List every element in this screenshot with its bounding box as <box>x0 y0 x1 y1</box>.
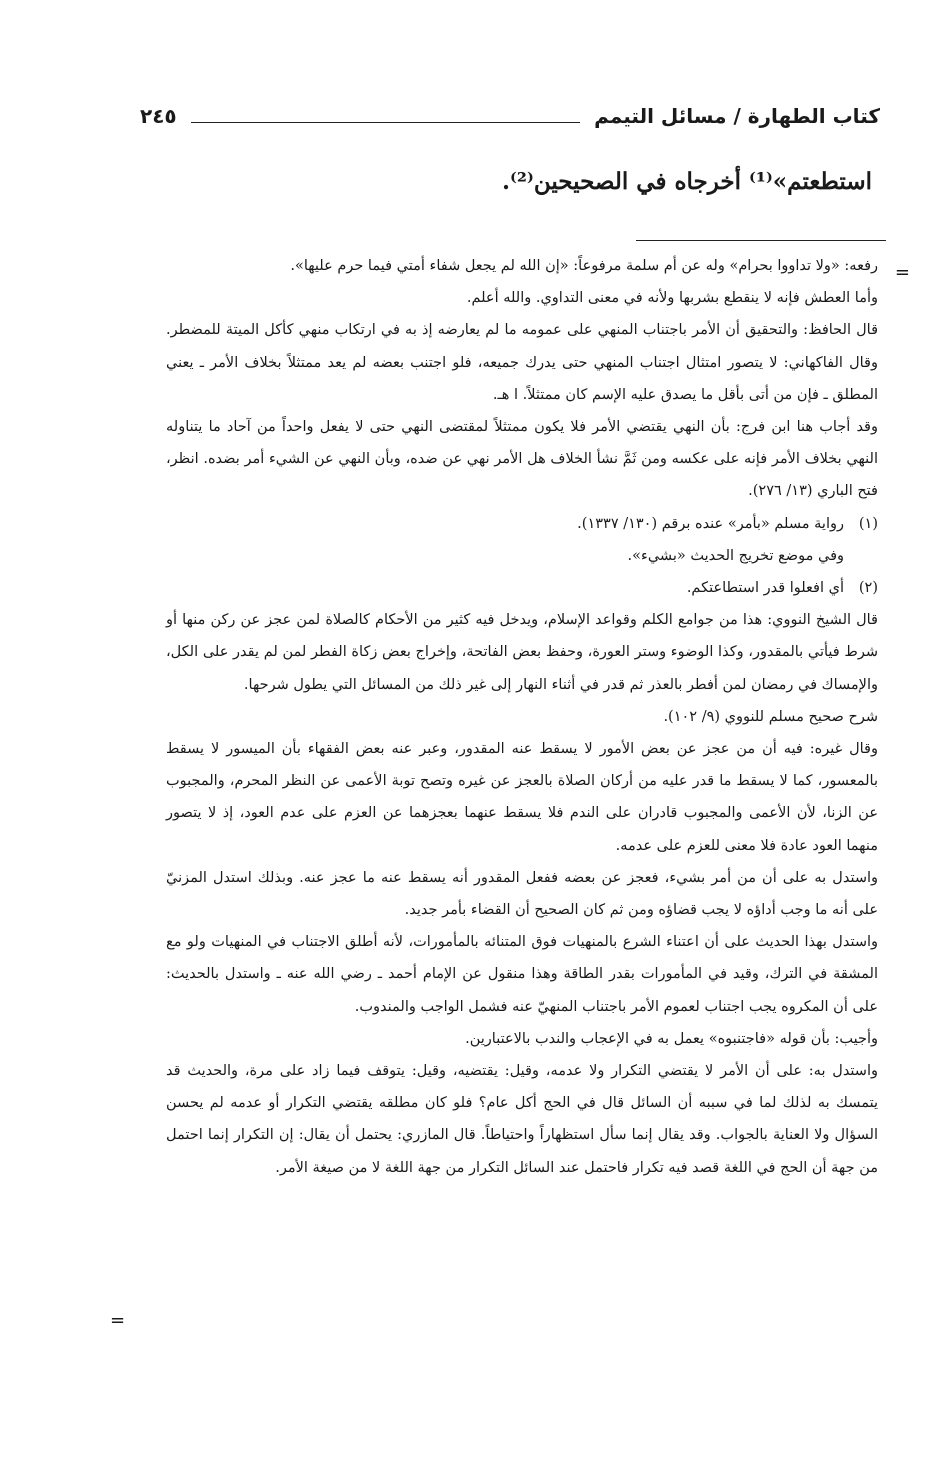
running-title: كتاب الطهارة / مسائل التيمم <box>594 104 880 128</box>
footnote-2-text: أي افعلوا قدر استطاعتكم. <box>686 580 844 597</box>
footnote-continuation-line: قال الحافظ: والتحقيق أن الأمر باجتناب المنهي على عمومه ما لم يعارضه إذ به في ارتكاب منهي كأكل الميتة للمضطر. وقال الفاكهاني: لا يتصور امتثال اجتناب المنهي حتى يدرك جميعه، فلو اجتنب بعضه لم يعد ممتثلاً بخلاف الأمر ـ يعني المطلق ـ فإن من أتى بأقل ما يصدق عليه الإسم كان ممتثلاً. ا هـ. <box>166 322 878 403</box>
footnote-continuation-line: وأما العطش فإنه لا ينقطع بشربها ولأنه في معنى التداوي. والله أعلم. <box>466 290 878 307</box>
footnote-continuation-line: رفعه: «ولا تداووا بحرام» وله عن أم سلمة مرفوعاً: «إن الله لم يجعل شفاء أمتي فيما حرم عليها». <box>290 258 878 274</box>
footnote-2-paragraph: واستدل به: على أن الأمر لا يقتضي التكرار ولا عدمه، وقيل: يقتضيه، وقيل: يتوقف فيما زاد على مرة، والحديث قد يتمسك به لذلك لما في سببه أن السائل قال في الحج أكل عام؟ فلو كان مطلقه يقتضي التكرار أو عدمه لم يحسن السؤال ولا العناية بالجواب. وقد يقال إنما سأل استظهاراً واحتياطاً. قال المازري: يحتمل أن يقال: إن التكرار إنما احتمل من جهة أن الحج في اللغة قصد فيه تكرار فاحتمل عند السائل التكرار من جهة اللغة لا من صيغة الأمر. <box>166 1063 878 1176</box>
footnote-1-number: (١) <box>858 515 878 532</box>
footnote-2-paragraph: شرح صحيح مسلم للنووي (٩/ ١٠٢). <box>663 708 878 725</box>
header-rule <box>191 122 581 123</box>
footnote-2-paragraph: واستدل به على أن من أمر بشيء، فعجز عن بعضه ففعل المقدور أنه يسقط عنه ما عجز عنه. وبذلك استدل المزنيّ على أنه ما وجب أداؤه لا يجب قضاؤه ومن ثم كان الصحيح أن القضاء بأمر جديد. <box>166 869 878 919</box>
running-header <box>140 96 880 136</box>
footnote-separator <box>636 240 886 241</box>
footnote-2 <box>166 572 878 604</box>
footnote-1-text: رواية مسلم «بأمر» عنده برقم (١٣٠/ ١٣٣٧). <box>577 515 844 532</box>
footnote-2-number: (٢) <box>858 580 878 597</box>
footnote-2-paragraph: وأجيب: بأن قوله «فاجتنبوه» يعمل به في الإعجاب والندب بالاعتبارين. <box>465 1030 878 1047</box>
footnote-1-line: وفي موضع تخريج الحديث «بشيء». <box>627 547 844 564</box>
continues-to-marker: = <box>110 1310 126 1331</box>
footnotes <box>166 250 878 1184</box>
footnote-2-paragraph: قال الشيخ النووي: هذا من جوامع الكلم وقواعد الإسلام، ويدخل فيه كثير من الأحكام كالصلاة لمن عجز عن ركن منها أو شرط فيأتي بالمقدور، وكذا الوضوء وستر العورة، وحفظ بعض الفاتحة، وإخراج بعض زكاة الفطر لمن لم يقدر على الكل، والإمساك في رمضان لمن أفطر بالعذر ثم قدر في أثناء النهار إلى غير ذلك من المسائل التي يطول شرحها. <box>166 612 878 693</box>
footnote-1 <box>166 508 878 540</box>
page-number: ٢٤٥ <box>140 104 177 128</box>
continued-from-marker: = <box>894 262 910 283</box>
main-text-line: استطعتم»⁽¹⁾ أخرجاه في الصحيحين⁽²⁾. <box>502 168 872 195</box>
footnote-2-paragraph: واستدل بهذا الحديث على أن اعتناء الشرع بالمنهيات فوق المتنائه بالمأمورات، لأنه أطلق الاجتناب في المنهيات ولو مع المشقة في الترك، وقيد في المأمورات بقدر الطاقة وهذا منقول عن الإمام أحمد ـ رضي الله عنه ـ واستدل بالحديث: على أن المكروه يجب اجتناب لعموم الأمر باجتناب المنهيّ عنه فشمل الواجب والمندوب. <box>166 934 878 1015</box>
footnote-continuation-line: وقد أجاب هنا ابن فرج: بأن النهي يقتضي الأمر فلا يكون ممتثلاً لمقتضى النهي حتى لا يفعل واحداً من آحاد ما يتناوله النهي بخلاف الأمر فإنه على عكسه ومن ثَمَّ نشأ الخلاف هل الأمر نهي عن ضده، وبأن النهي عن الشيء أمر بضده. انظر، فتح الباري (١٣/ ٢٧٦). <box>166 419 878 500</box>
footnote-2-paragraph: وقال غيره: فيه أن من عجز عن بعض الأمور لا يسقط عنه المقدور، وعبر عنه بعض الفقهاء بأن الميسور لا يسقط بالمعسور، كما لا يسقط ما قدر عليه من أركان الصلاة بالعجز عن غيره وتصح توبة الأعمى عن النظر المحرم، والمجبوب عن الزنا، لأن الأعمى والمجبوب قادران على الندم فلا يسقط عنهما بعجزهما عن العزم على عدم العود، إذ لا يتصور منهما العود عادة فلا معنى للعزم على عدمه. <box>166 741 878 854</box>
